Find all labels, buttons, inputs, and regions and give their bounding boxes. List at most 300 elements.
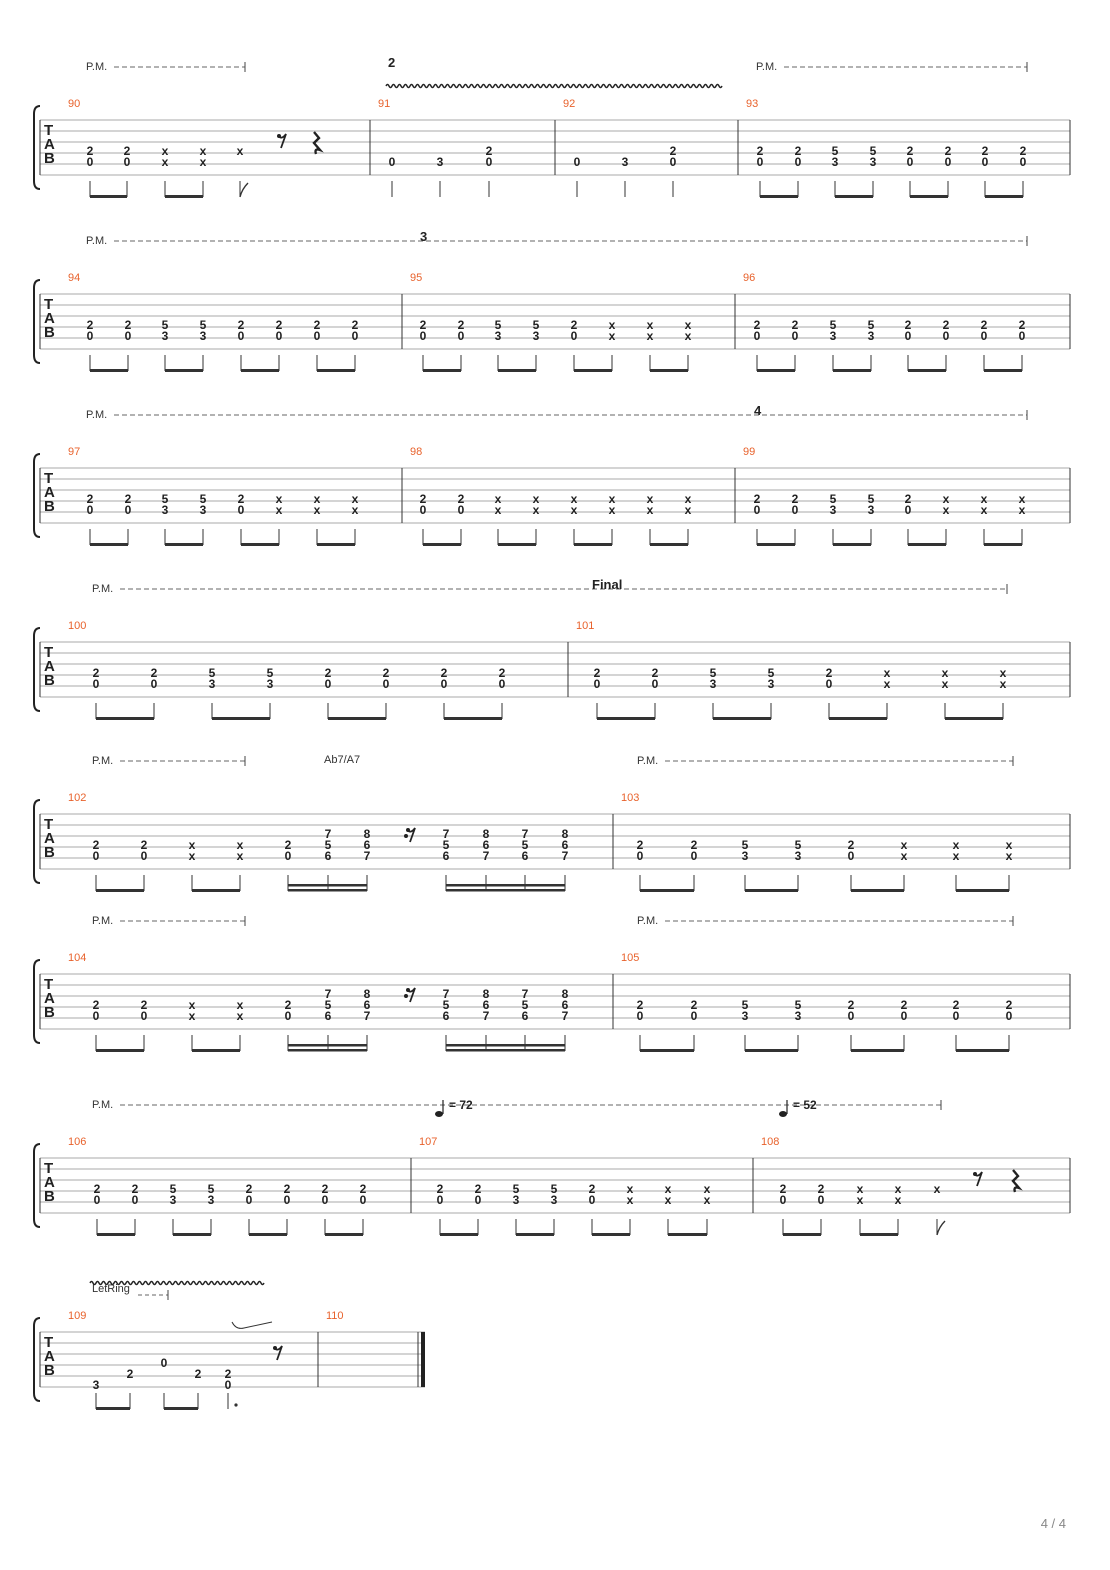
fret-number: 7 [363, 1009, 371, 1023]
fret-number: 0 [123, 155, 131, 169]
dead-note: x [188, 1009, 196, 1023]
dead-note: x [161, 144, 169, 158]
beam [908, 543, 946, 546]
fret-number: 2 [237, 492, 245, 506]
fret-number: 5 [161, 492, 169, 506]
fret-number: 0 [283, 1193, 291, 1207]
fret-number: 5 [512, 1182, 520, 1196]
beam [833, 369, 871, 372]
fret-number: 0 [237, 329, 245, 343]
fret-number: 0 [906, 155, 914, 169]
fret-number: 0 [382, 677, 390, 691]
fret-number: 2 [224, 1367, 232, 1381]
fret-number: 0 [86, 155, 94, 169]
fret-number: 2 [140, 998, 148, 1012]
dead-note: x [664, 1193, 672, 1207]
fret-number: 6 [482, 838, 490, 852]
fret-number: 2 [498, 666, 506, 680]
fret-number: 5 [208, 666, 216, 680]
quarter-rest [314, 132, 320, 154]
fret-number: 2 [690, 998, 698, 1012]
beam [96, 889, 144, 892]
beam [783, 1233, 821, 1236]
dead-note: x [646, 329, 654, 343]
dead-note: x [1018, 492, 1026, 506]
fret-number: 0 [92, 849, 100, 863]
beam [498, 543, 536, 546]
fret-number: 3 [199, 329, 207, 343]
dead-note: x [703, 1182, 711, 1196]
tab-clef-t: T [44, 470, 54, 487]
beam [173, 1233, 211, 1236]
fret-number: 2 [817, 1182, 825, 1196]
fret-number: 2 [636, 838, 644, 852]
fret-number: 5 [550, 1182, 558, 1196]
dot [234, 1403, 237, 1406]
beam [249, 1233, 287, 1236]
dead-note: x [275, 492, 283, 506]
fret-number: 2 [981, 144, 989, 158]
fret-number: 0 [817, 1193, 825, 1207]
fret-number: 7 [521, 827, 529, 841]
beam [956, 889, 1009, 892]
dead-note: x [941, 666, 949, 680]
fret-number: 2 [440, 666, 448, 680]
fret-number: 5 [709, 666, 717, 680]
fret-number: 3 [741, 1009, 749, 1023]
fret-number: 2 [284, 838, 292, 852]
fret-number: 0 [904, 503, 912, 517]
fret-number: 2 [753, 492, 761, 506]
fret-number: 8 [482, 827, 490, 841]
dead-note: x [532, 492, 540, 506]
palm-mute-label: P.M. [92, 755, 114, 767]
dead-note: x [494, 503, 502, 517]
fret-number: 7 [482, 849, 490, 863]
fret-number: 0 [636, 1009, 644, 1023]
annotations [90, 577, 817, 1328]
dead-note: x [626, 1193, 634, 1207]
dead-note: x [494, 492, 502, 506]
sixteenth-beam-1 [288, 889, 367, 892]
fret-number: 3 [512, 1193, 520, 1207]
fret-number: 0 [791, 503, 799, 517]
fret-number: 6 [482, 998, 490, 1012]
fret-number: 5 [199, 492, 207, 506]
dead-note: x [942, 492, 950, 506]
fret-number: 0 [457, 503, 465, 517]
slide-curve [232, 1322, 272, 1328]
fret-number: 2 [436, 1182, 444, 1196]
fret-number: 0 [324, 677, 332, 691]
fret-number: 2 [904, 492, 912, 506]
sixteenth-beam-1 [446, 889, 565, 892]
sixteenth-beam-2 [446, 884, 565, 887]
fret-number: 0 [284, 1009, 292, 1023]
vibrato-line [386, 85, 722, 88]
dead-note: x [856, 1193, 864, 1207]
measure-number: 107 [419, 1136, 438, 1148]
fret-number: 3 [550, 1193, 558, 1207]
fret-number: 2 [123, 144, 131, 158]
dead-note: x [351, 492, 359, 506]
measure-number: 100 [68, 620, 87, 632]
measure-number: 110 [326, 1310, 344, 1322]
fret-number: 2 [359, 1182, 367, 1196]
beam [165, 543, 203, 546]
fret-number: 6 [324, 849, 332, 863]
fret-number: 0 [1018, 329, 1026, 343]
beam [851, 1049, 904, 1052]
beam [165, 369, 203, 372]
dead-note: x [351, 503, 359, 517]
fret-number: 5 [266, 666, 274, 680]
fret-number: 0 [588, 1193, 596, 1207]
fret-number: 5 [532, 318, 540, 332]
beam [757, 369, 795, 372]
tab-clef-b: B [44, 150, 55, 167]
beam [90, 195, 127, 198]
fret-number: 3 [92, 1378, 100, 1392]
page-number: 4 / 4 [1040, 1516, 1066, 1531]
fret-number: 2 [324, 666, 332, 680]
sixteenth-beam-1 [446, 1049, 565, 1052]
dead-note: x [942, 503, 950, 517]
fret-number: 0 [570, 329, 578, 343]
beam [908, 369, 946, 372]
fret-number: 7 [324, 827, 332, 841]
fret-number: 2 [131, 1182, 139, 1196]
fret-number: 0 [284, 849, 292, 863]
fret-number: 6 [363, 998, 371, 1012]
dead-note: x [941, 677, 949, 691]
dead-note: x [999, 677, 1007, 691]
fret-number: 0 [224, 1378, 232, 1392]
fret-number: 2 [283, 1182, 291, 1196]
fret-number: 0 [791, 329, 799, 343]
dead-note: x [1005, 838, 1013, 852]
fret-number: 2 [92, 998, 100, 1012]
beam [165, 195, 203, 198]
dead-note: x [161, 155, 169, 169]
fret-number: 2 [321, 1182, 329, 1196]
palm-mute-label: P.M. [86, 235, 108, 247]
note-flag [240, 183, 248, 197]
beam [956, 1049, 1009, 1052]
fret-number: 6 [521, 1009, 529, 1023]
system-0 [34, 55, 1070, 198]
dead-note: x [684, 492, 692, 506]
system-5 [34, 915, 1070, 1052]
fret-number: 6 [521, 849, 529, 863]
beam [498, 369, 536, 372]
fret-number: 0 [140, 849, 148, 863]
palm-mute-label: P.M. [637, 915, 659, 927]
beam [640, 889, 694, 892]
tempo-72: = 72 [449, 1098, 473, 1112]
fret-number: 0 [237, 503, 245, 517]
beam [96, 1049, 144, 1052]
fret-number: 7 [442, 987, 450, 1001]
fret-number: 0 [313, 329, 321, 343]
beam [97, 1233, 135, 1236]
fret-number: 5 [829, 492, 837, 506]
beam [317, 369, 355, 372]
fret-number: 2 [245, 1182, 253, 1196]
tab-clef-t: T [44, 976, 54, 993]
beam [574, 543, 612, 546]
tempo-note-head [779, 1111, 787, 1117]
fret-number: 2 [92, 666, 100, 680]
fret-number: 0 [753, 329, 761, 343]
eighth-rest-dot [273, 1346, 277, 1350]
fret-number: 5 [494, 318, 502, 332]
system-4 [34, 755, 1070, 892]
measure-number: 93 [746, 98, 759, 110]
fret-number: 3 [532, 329, 540, 343]
tab-clef-b: B [44, 1188, 55, 1205]
fret-number: 3 [266, 677, 274, 691]
system-2 [34, 403, 1070, 546]
tab-clef-t: T [44, 816, 54, 833]
dead-note: x [313, 503, 321, 517]
fret-number: 2 [570, 318, 578, 332]
fret-number: 2 [980, 318, 988, 332]
fret-number: 6 [363, 838, 371, 852]
fret-number: 5 [869, 144, 877, 158]
fret-number: 0 [952, 1009, 960, 1023]
fret-number: 0 [753, 503, 761, 517]
dead-note: x [570, 492, 578, 506]
system-bracket [34, 960, 40, 1043]
fret-number: 2 [847, 998, 855, 1012]
fret-number: 0 [1019, 155, 1027, 169]
beam [851, 889, 904, 892]
measure-number: 101 [576, 620, 595, 632]
fret-number: 8 [363, 987, 371, 1001]
fret-number: 7 [521, 987, 529, 1001]
fret-number: 2 [636, 998, 644, 1012]
fret-number: 5 [442, 998, 450, 1012]
sixteenth-rest-dot [404, 994, 408, 998]
palm-mute-label: P.M. [92, 583, 114, 595]
fret-number: 2 [1005, 998, 1013, 1012]
fret-number: 0 [245, 1193, 253, 1207]
dead-note: x [188, 849, 196, 863]
fret-number: 2 [847, 838, 855, 852]
tab-clef-t: T [44, 644, 54, 661]
dead-note: x [532, 503, 540, 517]
beam [516, 1233, 554, 1236]
fret-number: 0 [794, 155, 802, 169]
fret-number: 2 [419, 492, 427, 506]
beam [650, 369, 688, 372]
beam [668, 1233, 707, 1236]
fret-number: 2 [194, 1367, 202, 1381]
fret-number: 5 [161, 318, 169, 332]
fret-number: 2 [904, 318, 912, 332]
system-1 [34, 229, 1070, 372]
fret-number: 2 [237, 318, 245, 332]
fret-number: 5 [867, 492, 875, 506]
fret-number: 5 [794, 838, 802, 852]
dead-note: x [900, 838, 908, 852]
fret-number: 0 [690, 849, 698, 863]
fret-number: 2 [588, 1182, 596, 1196]
fret-number: 0 [150, 677, 158, 691]
fret-number: 5 [521, 998, 529, 1012]
dead-note: x [933, 1182, 941, 1196]
tab-clef-a: A [44, 1348, 55, 1365]
fret-number: 7 [561, 849, 569, 863]
beam [96, 1407, 130, 1410]
fret-number: 2 [457, 492, 465, 506]
fret-number: 0 [351, 329, 359, 343]
measure-number: 102 [68, 792, 87, 804]
beam [745, 889, 798, 892]
measure-number: 99 [743, 446, 756, 458]
dead-note: x [199, 144, 207, 158]
fret-number: 2 [275, 318, 283, 332]
beam [829, 717, 887, 720]
fret-number: 3 [867, 329, 875, 343]
fret-number: 2 [86, 492, 94, 506]
dead-note: x [856, 1182, 864, 1196]
dead-note: x [980, 503, 988, 517]
palm-mute-label: P.M. [86, 61, 108, 73]
dead-note: x [646, 492, 654, 506]
dead-note: x [684, 318, 692, 332]
fret-number: 2 [485, 144, 493, 158]
measure-number: 103 [621, 792, 640, 804]
fret-number: 8 [561, 827, 569, 841]
beam [192, 889, 240, 892]
dead-note: x [952, 849, 960, 863]
beam [444, 717, 502, 720]
beam [241, 369, 279, 372]
fret-number: 0 [825, 677, 833, 691]
beam [192, 1049, 240, 1052]
fret-number: 2 [791, 318, 799, 332]
fret-number: 5 [324, 838, 332, 852]
dead-note: x [684, 503, 692, 517]
fret-number: 0 [981, 155, 989, 169]
tab-clef-t: T [44, 296, 54, 313]
tab-clef-b: B [44, 672, 55, 689]
fret-number: 0 [93, 1193, 101, 1207]
beam [713, 717, 771, 720]
quarter-rest [1013, 1170, 1019, 1192]
dead-note: x [646, 503, 654, 517]
palm-mute-label: P.M. [637, 755, 659, 767]
beam [592, 1233, 630, 1236]
sixteenth-beam-2 [446, 1044, 565, 1047]
let-ring-label: LetRing [92, 1283, 130, 1295]
dead-note: x [188, 838, 196, 852]
fret-number: 2 [150, 666, 158, 680]
dead-note: x [275, 503, 283, 517]
system-bracket [34, 800, 40, 883]
dead-note: x [883, 666, 891, 680]
tab-clef-a: A [44, 830, 55, 847]
fret-number: 5 [324, 998, 332, 1012]
tab-clef-a: A [44, 310, 55, 327]
beam [985, 195, 1023, 198]
dead-note: x [980, 492, 988, 506]
sixteenth-beam-2 [288, 1044, 367, 1047]
system-6 [34, 1099, 1070, 1236]
beam [423, 543, 461, 546]
dead-note: x [236, 838, 244, 852]
fret-number: 0 [92, 677, 100, 691]
tab-clef-b: B [44, 844, 55, 861]
fret-number: 3 [869, 155, 877, 169]
fret-number: 0 [756, 155, 764, 169]
fret-number: 0 [359, 1193, 367, 1207]
dead-note: x [608, 318, 616, 332]
fret-number: 2 [126, 1367, 134, 1381]
fret-number: 2 [906, 144, 914, 158]
dead-note: x [999, 666, 1007, 680]
final-barline-thick [421, 1332, 425, 1387]
fret-number: 3 [829, 329, 837, 343]
beam [164, 1407, 198, 1410]
fret-number: 5 [794, 998, 802, 1012]
beam [574, 369, 612, 372]
fret-number: 2 [419, 318, 427, 332]
dead-note: x [570, 503, 578, 517]
fret-number: 5 [199, 318, 207, 332]
beam [241, 543, 279, 546]
beam [328, 717, 386, 720]
fret-number: 8 [363, 827, 371, 841]
note-flag [937, 1221, 945, 1235]
fret-number: 3 [494, 329, 502, 343]
section-final: Final [592, 577, 623, 592]
fret-number: 2 [474, 1182, 482, 1196]
fret-number: 5 [867, 318, 875, 332]
fret-number: 0 [436, 1193, 444, 1207]
dead-note: x [684, 329, 692, 343]
fret-number: 0 [847, 849, 855, 863]
fret-number: 0 [690, 1009, 698, 1023]
measure-number: 104 [68, 952, 87, 964]
tab-clef-b: B [44, 498, 55, 515]
beam [90, 369, 128, 372]
fret-number: 0 [131, 1193, 139, 1207]
fret-number: 2 [753, 318, 761, 332]
dead-note: x [199, 155, 207, 169]
fret-number: 0 [457, 329, 465, 343]
palm-mute-label: P.M. [86, 409, 108, 421]
fret-number: 2 [457, 318, 465, 332]
fret-number: 0 [440, 677, 448, 691]
measure-number: 109 [68, 1310, 87, 1322]
beam [945, 717, 1003, 720]
beam [745, 1049, 798, 1052]
fret-number: 0 [419, 329, 427, 343]
fret-number: 3 [169, 1193, 177, 1207]
tab-clef-t: T [44, 122, 54, 139]
fret-number: 6 [442, 1009, 450, 1023]
system-bracket [34, 280, 40, 363]
beam [835, 195, 873, 198]
fret-number: 2 [92, 838, 100, 852]
fret-number: 0 [944, 155, 952, 169]
dead-note: x [894, 1182, 902, 1196]
dead-note: x [608, 492, 616, 506]
eighth-rest-dot [406, 828, 410, 832]
